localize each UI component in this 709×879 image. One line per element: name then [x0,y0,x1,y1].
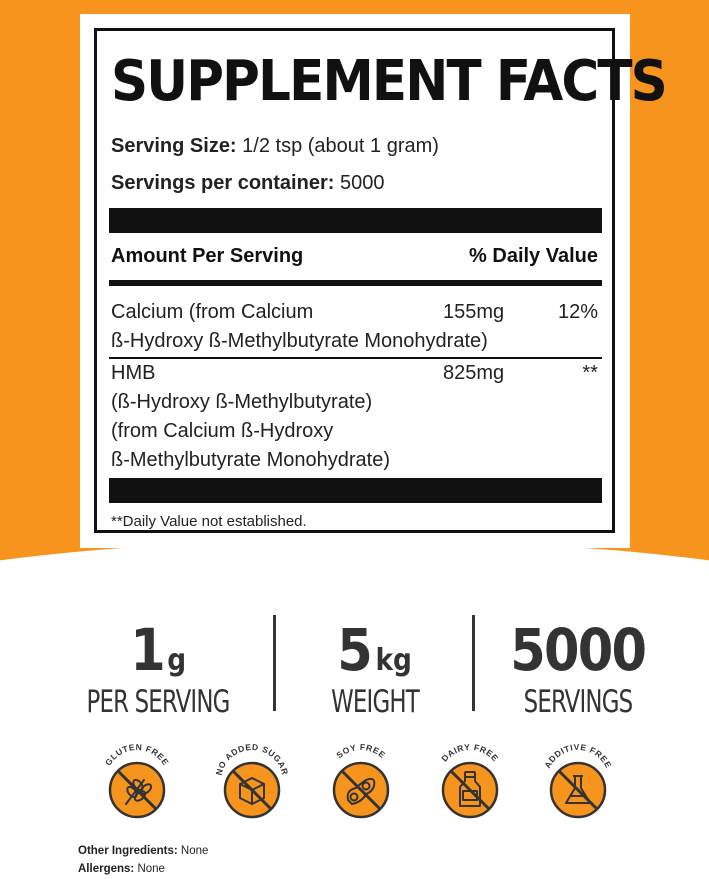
divider-bar-top [109,208,602,233]
soy-free-badge-icon [320,740,402,822]
row-hmb-name-1: HMB [111,362,156,384]
servings-per-container [111,172,384,195]
badge-label: NO ADDED SUGAR [213,741,291,777]
servings-per-value: 5000 [339,172,385,194]
divider-bar-bottom [109,478,602,503]
badge-label: SOY FREE [334,741,388,761]
divider-bar-header [109,280,602,286]
badge-label: GLUTEN FREE [102,741,172,768]
stat-value: 5 [337,616,372,684]
stat-label: WEIGHT [331,684,419,720]
row-calcium-amount: 155mg [443,301,505,323]
facts-title: SUPPLEMENT FACTS [111,49,666,114]
other-ingredients [78,845,208,857]
stat-unit: kg [375,643,413,678]
other-ingredients-value: None [180,845,209,857]
row-hmb-name-3: (from Calcium ß-Hydroxy [111,420,334,442]
badge-dairy-free [429,740,511,822]
supplement-facts-panel [94,28,666,533]
row-calcium-name-1: Calcium (from Calcium [111,301,314,323]
badge-soy-free [320,740,402,822]
no-added-sugar-badge-icon [211,740,293,822]
allergens [78,863,165,875]
servings-per-label: Servings per container: [111,172,335,194]
row-hmb-name-4: ß-Methylbutyrate Monohydrate) [111,449,391,471]
footnote: **Daily Value not established. [111,513,307,530]
stat-weight [275,618,475,722]
serving-size-value: 1/2 tsp (about 1 gram) [242,135,439,157]
header-daily-value: % Daily Value [469,245,598,267]
stat-label: PER SERVING [86,684,230,720]
allergens-label: Allergens: [78,863,135,875]
additive-free-badge-icon [537,740,619,822]
row-calcium-daily-value: 12% [557,301,598,323]
stat-servings [478,618,678,722]
stat-divider [472,615,475,711]
stat-label: SERVINGS [523,684,633,720]
stat-value: 5000 [510,616,646,684]
row-calcium-name-2: ß-Hydroxy ß-Methylbutyrate Monohydrate) [111,330,488,352]
other-ingredients-label: Other Ingredients: [78,845,178,857]
row-hmb-daily-value: ** [582,362,598,384]
stat-per-serving [58,618,258,722]
svg-text:SOY FREE [334,742,387,760]
header-amount-per-serving: Amount Per Serving [111,245,304,267]
dairy-free-badge-icon [429,740,511,822]
gluten-free-badge-icon [96,740,178,822]
stat-value: 1 [130,616,165,684]
row-hmb-amount: 825mg [443,362,505,384]
row-divider [109,357,602,359]
row-hmb-name-2: (ß-Hydroxy ß-Methylbutyrate) [111,391,373,413]
background-curve [0,540,709,600]
svg-text:DAIRY FREE [439,742,500,764]
supplement-facts-card [80,14,666,548]
badge-gluten-free [96,740,178,822]
badge-label: DAIRY FREE [439,741,501,764]
serving-size-label: Serving Size: [111,135,237,157]
badge-label: ADDITIVE FREE [542,741,614,770]
allergens-value: None [137,863,165,875]
stat-unit: g [167,643,187,678]
badge-additive-free [537,740,619,822]
badge-no-added-sugar [211,740,293,822]
serving-size [111,135,439,158]
